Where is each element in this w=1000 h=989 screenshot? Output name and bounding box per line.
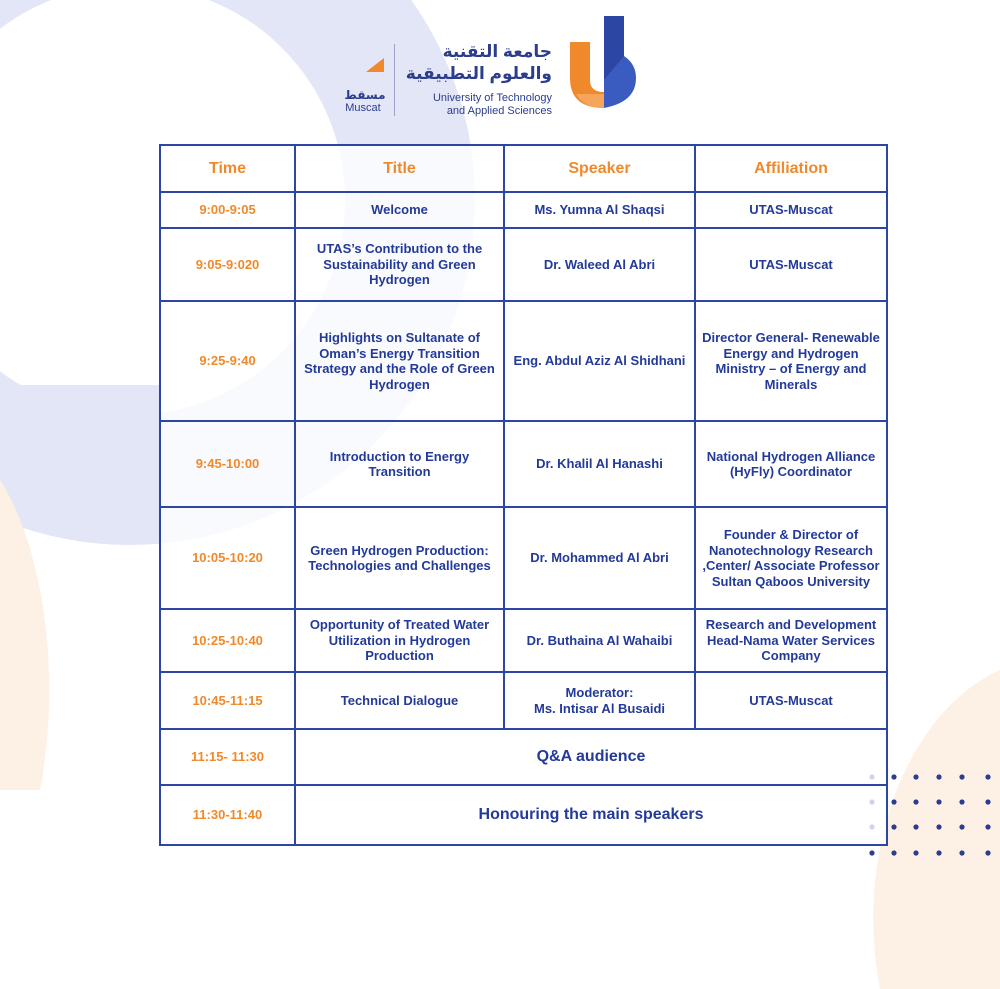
table-row — [160, 507, 887, 609]
row-speaker: Eng. Abdul Aziz Al Shidhani — [504, 301, 695, 421]
row-speaker: Dr. Buthaina Al Wahaibi — [504, 609, 695, 672]
university-name-english-line1: University of Technology — [432, 92, 552, 104]
table-row — [160, 609, 887, 672]
row-affiliation: UTAS-Muscat — [695, 672, 887, 729]
row-title: Technical Dialogue — [295, 672, 504, 729]
row-title: Highlights on Sultanate of Oman’s Energy Transition Strategy and the Role of Green Hydrogen — [295, 301, 504, 421]
row-time: 9:05-9:020 — [160, 228, 295, 301]
muscat-mark-icon — [366, 58, 384, 72]
table-row — [160, 729, 887, 785]
row-affiliation: National Hydrogen Alliance (HyFly) Coordinator — [695, 421, 887, 507]
university-name-arabic-line1: جامعة التقنية — [442, 42, 552, 61]
agenda-table — [159, 144, 888, 846]
header-speaker: Speaker — [504, 145, 695, 192]
moderator-name: Ms. Intisar Al Busaidi — [534, 700, 665, 716]
row-time: 9:00-9:05 — [160, 192, 295, 228]
utas-logo-icon — [564, 12, 640, 112]
table-row — [160, 421, 887, 507]
honouring-session: Honouring the main speakers — [295, 785, 887, 845]
row-time: 9:25-9:40 — [160, 301, 295, 421]
row-title: Opportunity of Treated Water Utilization in Hydrogen Production — [295, 609, 504, 672]
row-speaker: Dr. Waleed Al Abri — [504, 228, 695, 301]
header-time: Time — [160, 145, 295, 192]
header-title: Title — [295, 145, 504, 192]
row-time: 10:25-10:40 — [160, 609, 295, 672]
table-row — [160, 228, 887, 301]
row-time: 9:45-10:00 — [160, 421, 295, 507]
table-row — [160, 785, 887, 845]
row-time: 11:15- 11:30 — [160, 729, 295, 785]
row-title: Welcome — [295, 192, 504, 228]
header-affiliation: Affiliation — [695, 145, 887, 192]
row-speaker: Ms. Yumna Al Shaqsi — [504, 192, 695, 228]
row-speaker — [504, 672, 695, 729]
university-name-arabic-line2: والعلوم التطبيقية — [405, 64, 552, 83]
row-title: Introduction to Energy Transition — [295, 421, 504, 507]
row-time: 10:45-11:15 — [160, 672, 295, 729]
peach-arc-right — [873, 670, 1000, 989]
university-name-english-line2: and Applied Sciences — [446, 105, 552, 117]
row-affiliation: UTAS-Muscat — [695, 228, 887, 301]
row-title: UTAS’s Contribution to the Sustainability and Green Hydrogen — [295, 228, 504, 301]
city-name-english: Muscat — [345, 102, 381, 114]
table-row — [160, 192, 887, 228]
row-affiliation: Director General- Renewable Energy and Hydrogen Ministry – of Energy and Minerals — [695, 301, 887, 421]
row-affiliation: Research and Development Head-Nama Water Services Company — [695, 609, 887, 672]
lavender-band — [0, 385, 160, 525]
row-affiliation: Founder & Director of Nanotechnology Research ,Center/ Associate Professor Sultan Qaboos University — [695, 507, 887, 609]
row-speaker: Dr. Khalil Al Hanashi — [504, 421, 695, 507]
city-name-arabic: مسقط — [344, 88, 386, 102]
row-title: Green Hydrogen Production: Technologies and Challenges — [295, 507, 504, 609]
moderator-label: Moderator: — [565, 685, 634, 700]
table-header-row — [160, 145, 887, 192]
qa-session: Q&A audience — [295, 729, 887, 785]
table-row — [160, 672, 887, 729]
row-affiliation: UTAS-Muscat — [695, 192, 887, 228]
table-row — [160, 301, 887, 421]
row-time: 11:30-11:40 — [160, 785, 295, 845]
header-divider — [394, 44, 395, 116]
row-time: 10:05-10:20 — [160, 507, 295, 609]
row-speaker: Dr. Mohammed Al Abri — [504, 507, 695, 609]
university-header — [330, 12, 640, 117]
